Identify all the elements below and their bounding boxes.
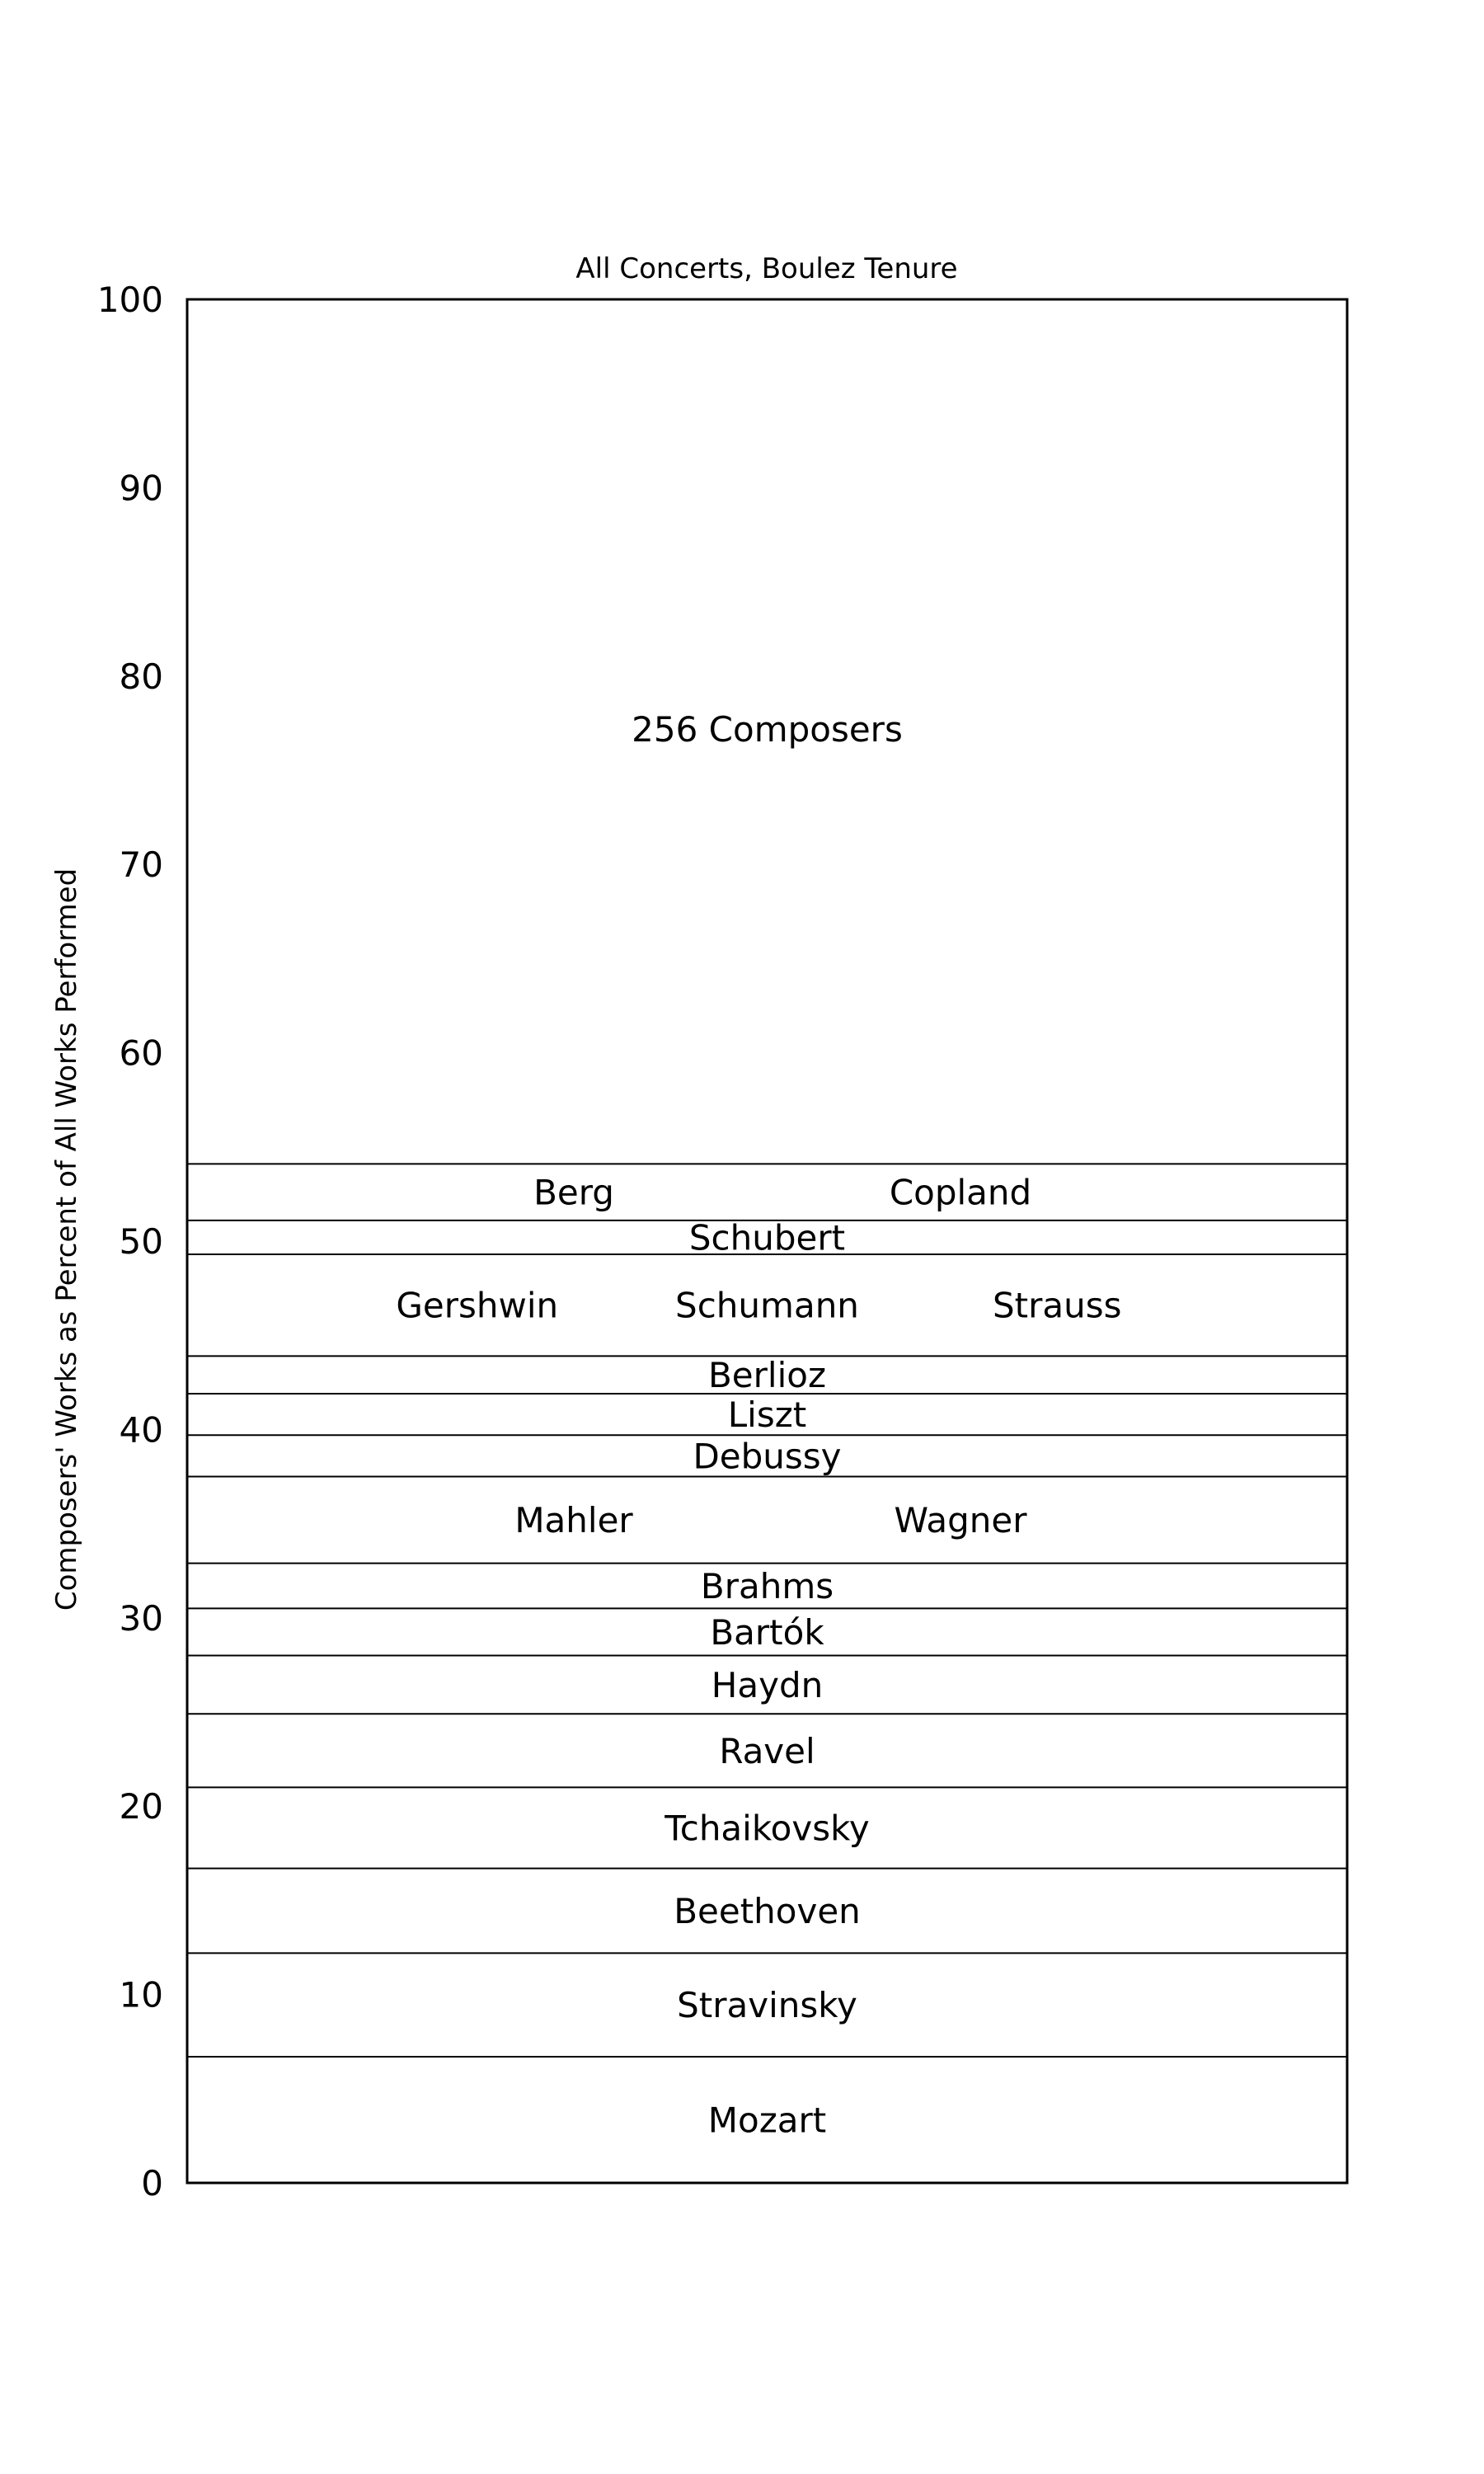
y-axis-label: Composers' Works as Percent of All Works Performed <box>50 868 83 1611</box>
segment-label: Haydn <box>711 1664 824 1705</box>
y-tick-label: 20 <box>119 1786 163 1827</box>
segment-label: Liszt <box>727 1395 807 1436</box>
segment-label: Gershwin <box>396 1285 559 1326</box>
stacked-bar <box>187 709 1347 2141</box>
y-tick-label: 90 <box>119 468 163 509</box>
y-tick-label: 40 <box>119 1409 163 1451</box>
segment-label: 256 Composers <box>632 708 903 750</box>
bar-segment <box>187 1477 1347 1541</box>
chart-title: All Concerts, Boulez Tenure <box>575 252 958 285</box>
y-tick-label: 60 <box>119 1032 163 1074</box>
y-tick-label: 30 <box>119 1597 163 1639</box>
segment-label: Tchaikovsky <box>665 1808 870 1849</box>
bar-segment <box>187 1608 1347 1653</box>
segment-label: Wagner <box>894 1500 1027 1541</box>
y-tick-label: 80 <box>119 656 163 697</box>
segment-label: Mozart <box>707 2100 827 2141</box>
segment-label: Ravel <box>719 1730 815 1771</box>
bar-segment <box>187 1787 1347 1848</box>
segment-label: Debussy <box>693 1436 842 1477</box>
bar-segment <box>187 1164 1347 1212</box>
bar-segment <box>187 2057 1347 2141</box>
bar-segment <box>187 1217 1347 1258</box>
segment-label: Schubert <box>688 1217 846 1258</box>
bar-segment <box>187 1655 1347 1705</box>
y-tick-label: 70 <box>119 844 163 886</box>
segment-label: Stravinsky <box>677 1985 857 2026</box>
y-axis-ticks <box>97 280 163 2204</box>
segment-label: Berlioz <box>707 1355 827 1396</box>
segment-label: Strauss <box>992 1285 1122 1326</box>
segment-label: Copland <box>889 1172 1032 1213</box>
bar-segment <box>187 1953 1347 2025</box>
bar-segment <box>187 1355 1347 1395</box>
bar-segment <box>187 1869 1347 1931</box>
segment-label: Bartók <box>710 1611 824 1653</box>
bar-segment <box>187 1714 1347 1771</box>
segment-label: Mahler <box>514 1500 633 1541</box>
segment-label: Beethoven <box>674 1890 861 1931</box>
y-tick-label: 100 <box>96 280 163 320</box>
bar-segment <box>187 1435 1347 1476</box>
y-tick-label: 50 <box>119 1221 163 1262</box>
bar-segment <box>187 1564 1347 1606</box>
segment-label: Schumann <box>675 1285 859 1326</box>
segment-label: Berg <box>533 1172 614 1213</box>
segment-label: Brahms <box>700 1565 834 1606</box>
bar-segment <box>187 1254 1347 1326</box>
y-tick-label: 0 <box>141 2163 163 2204</box>
y-tick-label: 10 <box>119 1974 163 2015</box>
bar-segment <box>632 709 903 750</box>
bar-segment <box>187 1394 1347 1435</box>
